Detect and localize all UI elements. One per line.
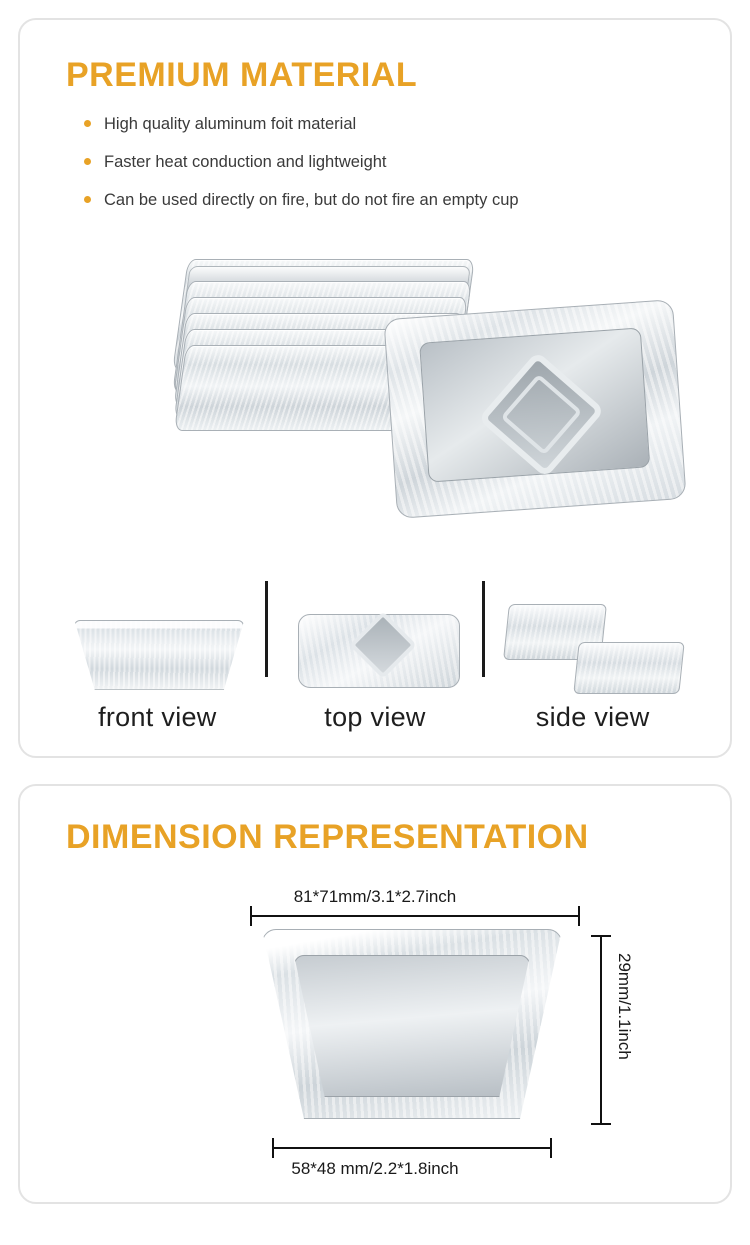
list-item: Faster heat conduction and lightweight — [84, 151, 700, 175]
dimension-height-measure-line — [600, 935, 602, 1125]
premium-material-card — [18, 18, 732, 758]
list-item: Can be used directly on fire, but do not fire an empty cup — [84, 189, 700, 213]
product-views-row — [50, 563, 700, 733]
foil-tray-dimension-icon — [262, 929, 562, 1119]
view-side-label: side view — [535, 701, 650, 732]
foil-tray-front-icon — [62, 600, 252, 696]
dimension-top-label: 81*71mm/3.1*2.7inch — [293, 887, 457, 906]
dimension-title: DIMENSION REPRESENTATION — [66, 818, 589, 856]
premium-material-title: PREMIUM MATERIAL — [66, 56, 418, 94]
foil-tray-stack-icon — [498, 600, 688, 696]
premium-material-bullet-list — [84, 113, 700, 213]
dimension-height-label: 29mm/1.1inch — [615, 953, 634, 1060]
dimension-top-measure-line — [250, 915, 580, 917]
view-front — [50, 600, 265, 733]
dimension-bottom-label: 58*48 mm/2.2*1.8inch — [291, 1159, 459, 1178]
lidded-foil-tray-icon — [383, 299, 686, 519]
list-item: High quality aluminum foit material — [84, 113, 700, 137]
view-top-label: top view — [324, 701, 426, 732]
dimension-representation-card — [18, 784, 732, 1204]
view-top — [268, 600, 483, 733]
view-side — [485, 600, 700, 733]
view-front-label: front view — [98, 701, 217, 732]
foil-tray-lid-icon — [280, 600, 470, 696]
hero-product-image — [50, 239, 700, 539]
dimension-diagram — [50, 875, 700, 1185]
dimension-bottom-measure-line — [272, 1147, 552, 1149]
